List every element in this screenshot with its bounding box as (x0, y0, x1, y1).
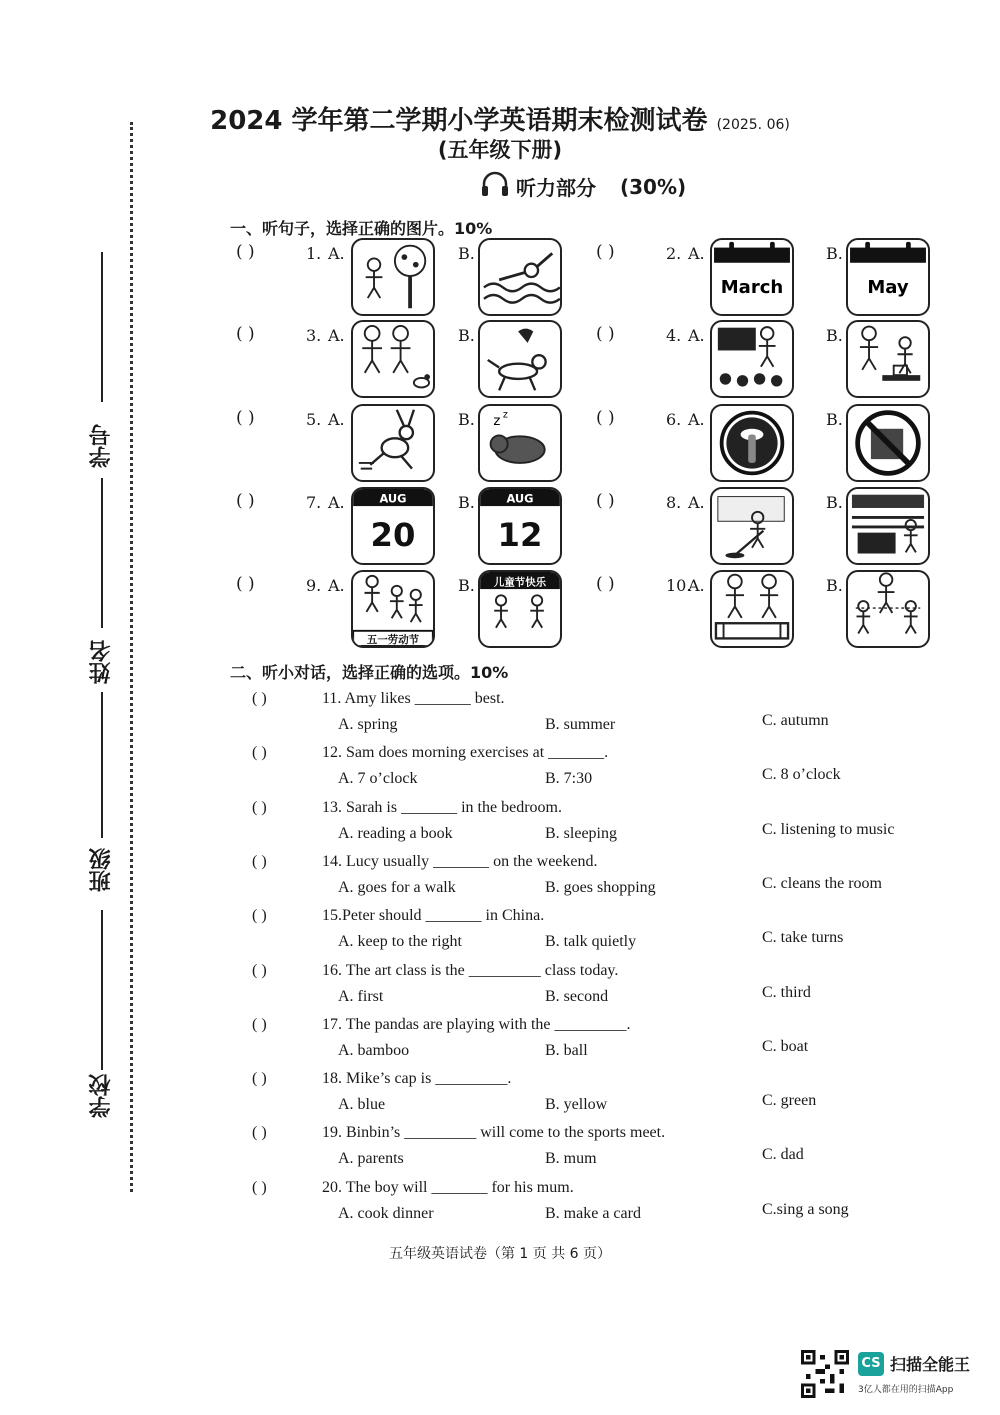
option-a[interactable]: A. reading a book (338, 824, 453, 842)
exam-subtitle: (五年级下册) (437, 138, 563, 162)
question-text: 11. Amy likes _______ best. (322, 690, 505, 707)
school-line (101, 910, 103, 1070)
shopping-market-icon[interactable] (846, 487, 930, 565)
question-number: 9. (306, 576, 322, 595)
camscanner-logo: CS (858, 1352, 884, 1376)
svg-text:March: March (720, 277, 784, 299)
class-line (101, 692, 103, 838)
option-a-label: A. (328, 493, 345, 512)
question-number: 3. (306, 326, 322, 345)
option-a-label: A. (328, 410, 345, 429)
option-c[interactable]: C. third (762, 983, 811, 1001)
svg-text:12: 12 (497, 515, 543, 554)
option-a-label: A. (688, 576, 705, 595)
dog-chasing-icon[interactable] (478, 320, 562, 398)
kids-playing-icon[interactable] (846, 570, 930, 648)
option-c[interactable]: C. dad (762, 1146, 804, 1164)
sleeping-animal-icon[interactable] (478, 404, 562, 482)
option-c[interactable]: C. cleans the room (762, 874, 882, 892)
question-number: 1. (306, 244, 322, 263)
option-b[interactable]: B. goes shopping (545, 878, 656, 896)
answer-blank[interactable]: ( ) (252, 907, 267, 925)
camscanner-tagline: 3亿人都在用的扫描App (858, 1385, 954, 1395)
question-text: 14. Lucy usually _______ on the weekend. (322, 852, 598, 870)
question-text: 20. The boy will _______ for his mum. (322, 1178, 574, 1196)
question-number: 6. (666, 410, 682, 429)
option-b-label: B. (826, 493, 843, 512)
svg-text:May: May (867, 277, 909, 299)
cleaning-floor-icon[interactable] (710, 487, 794, 565)
option-a[interactable]: A. cook dinner (338, 1204, 434, 1222)
svg-text:五一劳动节: 五一劳动节 (366, 634, 420, 646)
option-a[interactable]: A. goes for a walk (338, 878, 456, 896)
option-a-label: A. (328, 326, 345, 345)
option-b-label: B. (826, 244, 843, 263)
option-b-label: B. (826, 410, 843, 429)
svg-text:20: 20 (370, 515, 416, 554)
option-b-label: B. (458, 576, 475, 595)
option-c[interactable]: C. autumn (762, 712, 829, 729)
svg-text:儿童节快乐: 儿童节快乐 (493, 576, 547, 589)
svg-text:z: z (493, 413, 501, 429)
svg-text:AUG: AUG (506, 491, 534, 506)
question-text: 15.Peter should _______ in China. (322, 907, 545, 925)
option-c[interactable]: C. 8 o’clock (762, 766, 841, 784)
option-b[interactable]: B. 7:30 (545, 770, 593, 788)
answer-blank[interactable]: ( ) (252, 798, 267, 816)
answer-blank[interactable]: ( ) (236, 574, 255, 594)
question-number: 2. (666, 244, 682, 263)
calendar-may-picture[interactable] (846, 238, 930, 316)
part2-heading: 二、听小对话，选择正确的选项。10% (230, 663, 509, 682)
answer-blank[interactable]: ( ) (596, 324, 615, 344)
option-c[interactable]: C. boat (762, 1037, 809, 1055)
question-text: 19. Binbin’s _________ will come to the sports meet. (322, 1124, 666, 1142)
question-number: 10. (666, 576, 692, 595)
part1-heading: 一、听句子，选择正确的图片。10% (230, 219, 493, 238)
option-b[interactable]: B. sleeping (545, 824, 617, 842)
qr-code-icon (800, 1350, 850, 1398)
kids-walking-dog-icon[interactable] (351, 320, 435, 398)
option-a-label: A. (688, 244, 705, 263)
answer-blank[interactable]: ( ) (252, 1178, 267, 1196)
option-b-label: B. (826, 326, 843, 345)
calendar-march-picture[interactable] (710, 238, 794, 316)
question-text: 12. Sam does morning exercises at _______. (322, 744, 609, 762)
question-number: 7. (306, 493, 322, 512)
option-a[interactable]: A. first (338, 987, 384, 1005)
option-c[interactable]: C.sing a song (762, 1200, 849, 1218)
option-b-label: B. (458, 410, 475, 429)
answer-blank[interactable]: ( ) (596, 408, 615, 428)
question-number: 5. (306, 410, 322, 429)
headphones-icon (480, 170, 510, 203)
answer-blank[interactable]: ( ) (596, 491, 615, 511)
option-c[interactable]: C. take turns (762, 929, 844, 947)
option-b-label: B. (826, 576, 843, 595)
option-b[interactable]: B. second (545, 987, 609, 1005)
option-b[interactable]: B. summer (545, 716, 616, 733)
answer-blank[interactable]: ( ) (252, 1015, 267, 1033)
no-food-sign-icon[interactable] (846, 404, 930, 482)
svg-text:AUG: AUG (379, 491, 407, 506)
option-b[interactable]: B. make a card (545, 1204, 641, 1222)
answer-blank[interactable]: ( ) (596, 574, 615, 594)
students-desk-icon[interactable] (710, 570, 794, 648)
option-b[interactable]: B. mum (545, 1150, 597, 1168)
exam-title: 2024 学年第二学期小学英语期末检测试卷 (2025. 06) (210, 106, 790, 136)
answer-blank[interactable]: ( ) (252, 690, 267, 707)
answer-blank[interactable]: ( ) (252, 1124, 267, 1142)
option-b[interactable]: B. talk quietly (545, 933, 637, 951)
question-text: 13. Sarah is _______ in the bedroom. (322, 798, 562, 816)
svg-text:z: z (502, 409, 508, 421)
answer-blank[interactable]: ( ) (236, 491, 255, 511)
binding-dotted-line (130, 122, 133, 1192)
question-text: 17. The pandas are playing with the _________. (322, 1015, 631, 1033)
question-text: 16. The art class is the _________ class today. (322, 961, 619, 979)
class-label: 班级 (89, 848, 114, 892)
option-a[interactable]: A. blue (338, 1096, 386, 1114)
option-b[interactable]: B. ball (545, 1041, 588, 1059)
name-line (101, 478, 103, 628)
calendar-aug-20-picture[interactable] (351, 487, 435, 565)
answer-blank[interactable]: ( ) (252, 1070, 267, 1088)
quiet-sign-icon[interactable] (710, 404, 794, 482)
option-b-label: B. (458, 493, 475, 512)
listening-section-title: 听力部分 (30%) (480, 170, 686, 203)
classroom-teacher-icon[interactable] (710, 320, 794, 398)
swimmer-icon[interactable] (478, 238, 562, 316)
question-number: 8. (666, 493, 682, 512)
option-a[interactable]: A. keep to the right (338, 933, 462, 951)
option-b[interactable]: B. yellow (545, 1096, 608, 1114)
answer-blank[interactable]: ( ) (236, 408, 255, 428)
page-footer: 五年级英语试卷（第 1 页 共 6 页） (388, 1246, 612, 1262)
tree-picking-icon[interactable] (351, 238, 435, 316)
option-a-label: A. (688, 493, 705, 512)
question-text: 18. Mike’s cap is _________. (322, 1070, 512, 1088)
running-rabbit-icon[interactable] (351, 404, 435, 482)
labor-day-picture[interactable] (351, 570, 435, 648)
option-b-label: B. (458, 326, 475, 345)
option-a[interactable]: A. parents (338, 1150, 404, 1168)
cooking-people-icon[interactable] (846, 320, 930, 398)
answer-blank[interactable]: ( ) (596, 242, 615, 262)
childrens-day-picture[interactable] (478, 570, 562, 648)
answer-blank[interactable]: ( ) (252, 961, 267, 979)
school-label: 学校 (89, 1074, 114, 1118)
student-id-label: 学号 (89, 424, 114, 468)
answer-blank[interactable]: ( ) (252, 744, 267, 762)
option-a[interactable]: A. bamboo (338, 1041, 410, 1059)
question-number: 4. (666, 326, 682, 345)
option-a-label: A. (328, 576, 345, 595)
exam-date: (2025. 06) (716, 117, 790, 133)
answer-blank[interactable]: ( ) (236, 242, 255, 262)
option-c[interactable]: C. listening to music (762, 820, 895, 838)
student-id-line (101, 252, 103, 402)
option-a-label: A. (328, 244, 345, 263)
option-a-label: A. (688, 410, 705, 429)
option-c[interactable]: C. green (762, 1092, 817, 1110)
option-a[interactable]: A. spring (338, 716, 398, 733)
option-a-label: A. (688, 326, 705, 345)
option-b-label: B. (458, 244, 475, 263)
name-label: 姓名 (89, 640, 114, 684)
answer-blank[interactable]: ( ) (236, 324, 255, 344)
answer-blank[interactable]: ( ) (252, 852, 267, 870)
calendar-aug-12-picture[interactable] (478, 487, 562, 565)
option-a[interactable]: A. 7 o’clock (338, 770, 418, 788)
camscanner-name: 扫描全能王 (890, 1355, 971, 1374)
